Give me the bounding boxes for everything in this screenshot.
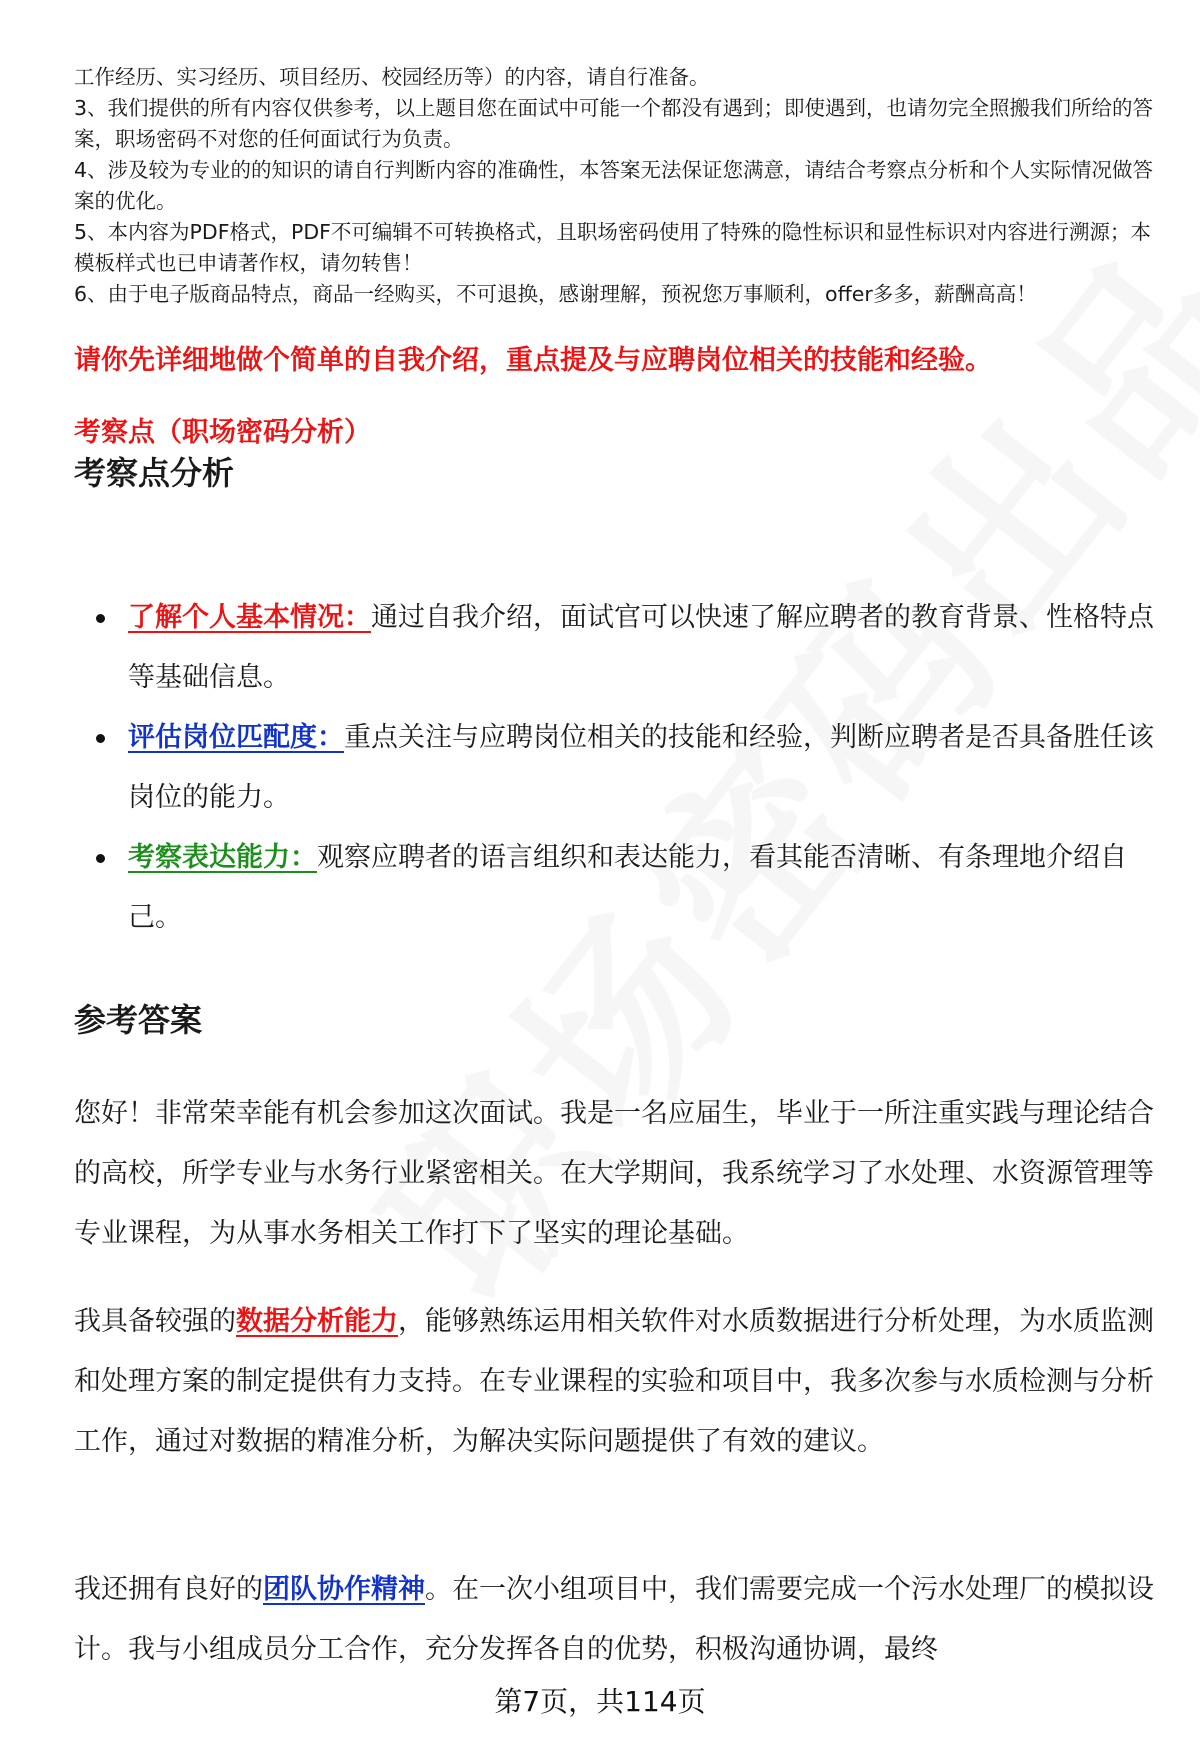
text-run: 。在一次小组项目中，我们需要完成一个污水处理厂的模拟设计。我与小组成员分工合作，充分发挥各自的优势，积极沟通协调，最终 bbox=[74, 1574, 1154, 1665]
bullet-dot-icon bbox=[96, 854, 105, 863]
note-line: 4、涉及较为专业的的知识的请自行判断内容的准确性，本答案无法保证您满意，请结合考察点分析和个人实际情况做答案的优化。 bbox=[74, 158, 1154, 213]
note-line: 6、由于电子版商品特点，商品一经购买，不可退换，感谢理解，预祝您万事顺利，offer多多，薪酬高高！ bbox=[74, 282, 1037, 306]
text-run: ，能够熟练运用相关软件对水质数据进行分析处理，为水质监测和处理方案的制定提供有力支持。在专业课程的实验和项目中，我多次参与水质检测与分析工作，通过对数据的精准分析，为解决实际问题提供了有效的建议。 bbox=[74, 1306, 1154, 1457]
notes-block bbox=[74, 62, 1154, 310]
answer-heading: 参考答案 bbox=[74, 1001, 203, 1039]
list-item bbox=[74, 588, 1154, 708]
bullet-dot-icon bbox=[96, 734, 105, 743]
analysis-heading: 考察点分析 bbox=[74, 454, 235, 492]
bullet-text: 通过自我介绍，面试官可以快速了解应聘者的教育背景、性格特点等基础信息。 bbox=[128, 602, 1154, 693]
note-line: 工作经历、实习经历、项目经历、校园经历等）的内容，请自行准备。 bbox=[74, 65, 710, 89]
answer-paragraph-2 bbox=[74, 1292, 1154, 1472]
bullet-keyword: 评估岗位匹配度： bbox=[128, 722, 344, 753]
text-run: 我还拥有良好的 bbox=[74, 1574, 263, 1605]
answer-paragraph-1: 您好！非常荣幸能有机会参加这次面试。我是一名应届生，毕业于一所注重实践与理论结合的高校，所学专业与水务行业紧密相关。在大学期间，我系统学习了水处理、水资源管理等专业课程，为从事水务相关工作打下了坚实的理论基础。 bbox=[74, 1098, 1154, 1249]
text-run: 我具备较强的 bbox=[74, 1306, 236, 1337]
note-line: 3、我们提供的所有内容仅供参考，以上题目您在面试中可能一个都没有遇到；即使遇到，也请勿完全照搬我们所给的答案，职场密码不对您的任何面试行为负责。 bbox=[74, 96, 1154, 151]
bullet-keyword: 了解个人基本情况： bbox=[128, 602, 371, 633]
kaochadian-label: 考察点（职场密码分析） bbox=[74, 417, 371, 448]
bullet-text: 重点关注与应聘岗位相关的技能和经验，判断应聘者是否具备胜任该岗位的能力。 bbox=[128, 722, 1154, 813]
highlight-data-analysis: 数据分析能力 bbox=[236, 1306, 398, 1337]
page-number: 第7页，共114页 bbox=[494, 1685, 706, 1718]
bullet-text: 观察应聘者的语言组织和表达能力，看其能否清晰、有条理地介绍自己。 bbox=[128, 842, 1127, 933]
note-line: 5、本内容为PDF格式，PDF不可编辑不可转换格式，且职场密码使用了特殊的隐性标识和显性标识对内容进行溯源；本模板样式也已申请著作权，请勿转售！ bbox=[74, 220, 1151, 275]
interview-question: 请你先详细地做个简单的自我介绍，重点提及与应聘岗位相关的技能和经验。 bbox=[74, 345, 992, 376]
bullet-dot-icon bbox=[96, 614, 105, 623]
analysis-list bbox=[74, 588, 1154, 948]
highlight-teamwork: 团队协作精神 bbox=[263, 1574, 425, 1605]
bullet-keyword: 考察表达能力： bbox=[128, 842, 317, 873]
answer-paragraph-3 bbox=[74, 1560, 1154, 1680]
list-item bbox=[74, 828, 1154, 948]
list-item bbox=[74, 708, 1154, 828]
